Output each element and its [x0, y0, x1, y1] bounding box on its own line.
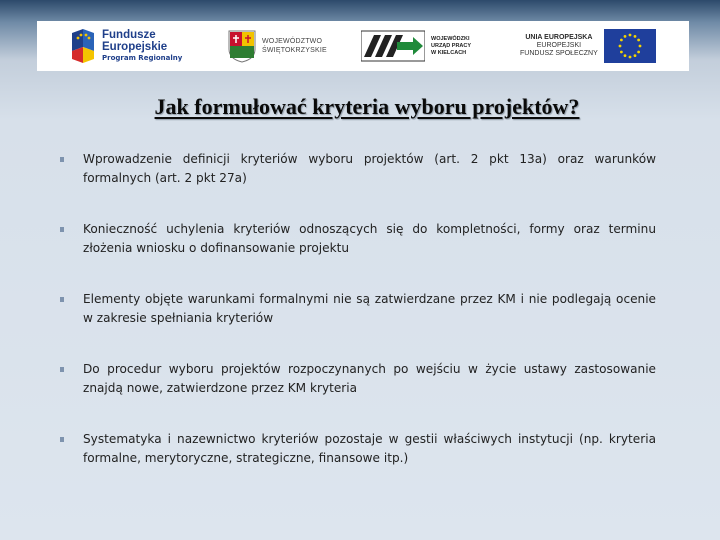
bullet-marker-icon: [60, 297, 64, 302]
bullet-item: [60, 430, 656, 468]
bullet-text: Systematyka i nazewnictwo kryteriów pozostaje w gestii właściwych instytucji (np. kryteria formalne, merytoryczne, strategiczne, finansowe itp.): [83, 432, 656, 465]
wup-line1: WOJEWÓDZKI: [431, 35, 470, 42]
bullet-item: [60, 290, 656, 328]
bullet-marker-icon: [60, 437, 64, 442]
slide-title: Jak formułować kryteria wyboru projektów?: [154, 94, 580, 119]
wup-logo: [361, 21, 471, 71]
ue-line3: FUNDUSZ SPOŁECZNY: [520, 50, 598, 57]
fundusze-europejskie-logo: [70, 21, 182, 71]
ue-line1: UNIA EUROPEJSKA: [525, 34, 593, 41]
fundusze-line1: Fundusze: [102, 29, 156, 41]
ue-logo: [520, 21, 656, 71]
eu-flag-icon: [604, 29, 656, 63]
wup-line3: W KIELCACH: [431, 49, 467, 56]
wojewodztwo-logo: [227, 21, 327, 71]
wojewodztwo-coat-of-arms-icon: [227, 29, 257, 63]
bullet-text: Elementy objęte warunkami formalnymi nie są zatwierdzane przez KM i nie podlegają ocenie w zakresie spełniania kryteriów: [83, 292, 656, 325]
wojewodztwo-line2: ŚWIĘTOKRZYSKIE: [262, 47, 327, 54]
bullet-item: [60, 150, 656, 188]
bullet-marker-icon: [60, 227, 64, 232]
bullet-text: Wprowadzenie definicji kryteriów wyboru projektów (art. 2 pkt 13a) oraz warunków formalnych (art. 2 pkt 27a): [83, 152, 656, 185]
fundusze-europejskie-emblem-icon: [70, 27, 96, 65]
wojewodztwo-line1: WOJEWÓDZTWO: [262, 38, 323, 45]
fundusze-line2: Europejskie: [102, 41, 168, 53]
bullet-item: [60, 360, 656, 398]
fundusze-line3: Program Regionalny: [102, 54, 183, 62]
wup-emblem-icon: [361, 29, 425, 63]
ue-line2: EUROPEJSKI: [536, 42, 582, 49]
wup-line2: URZĄD PRACY: [431, 42, 472, 49]
bullet-marker-icon: [60, 367, 64, 372]
logo-bar: [37, 21, 689, 71]
bullet-text: Do procedur wyboru projektów rozpoczynanych po wejściu w życie ustawy zastosowanie znajdą nowe, zatwierdzone przez KM kryteria: [83, 362, 656, 395]
bullet-item: [60, 220, 656, 258]
bullet-marker-icon: [60, 157, 64, 162]
bullet-text: Konieczność uchylenia kryteriów odnoszących się do kompletności, formy oraz terminu złożenia wniosku o dofinansowanie projektu: [83, 222, 656, 255]
